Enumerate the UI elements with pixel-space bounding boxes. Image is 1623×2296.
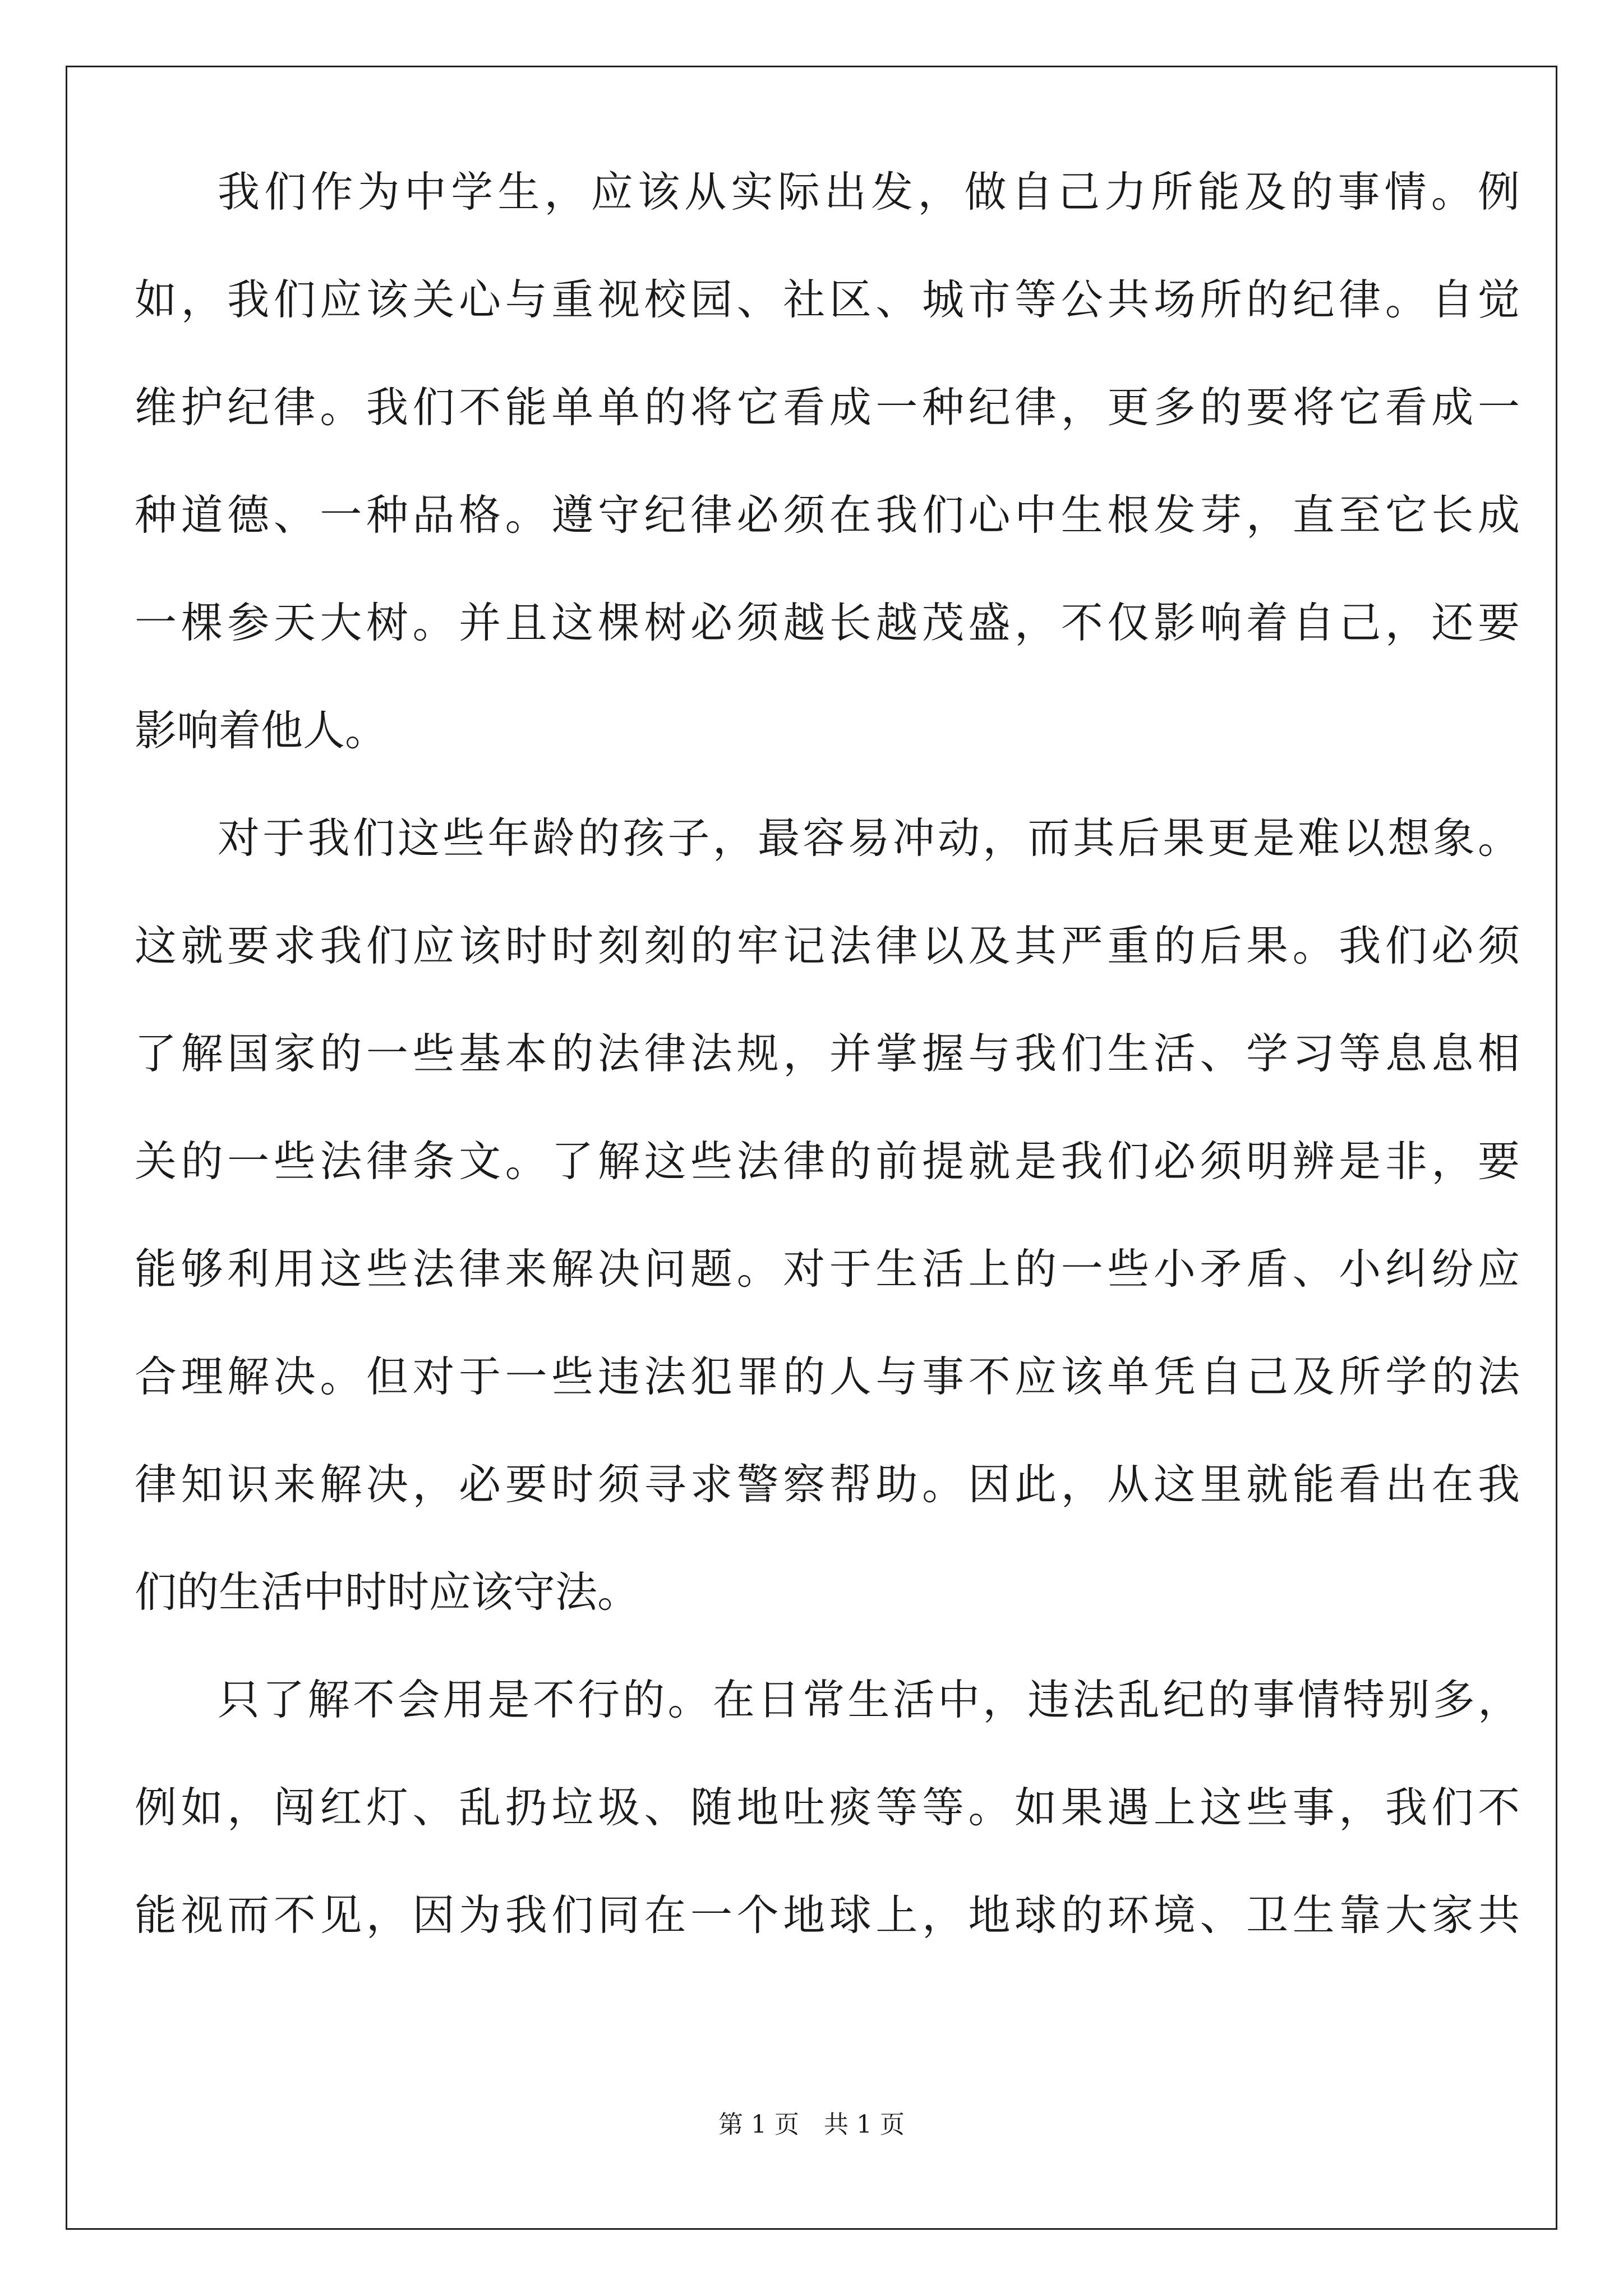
text-line: 只了解不会用是不行的。在日常生活中，违法乱纪的事情特别多， xyxy=(218,1675,1520,1724)
text-line: 能够利用这些法律来解决问题。对于生活上的一些小矛盾、小纠纷应 xyxy=(135,1244,1520,1294)
text-line: 例如，闯红灯、乱扔垃圾、随地吐痰等等。如果遇上这些事，我们不 xyxy=(135,1783,1520,1832)
text-line: 们的生活中时时应该守法。 xyxy=(135,1567,640,1617)
text-line: 维护纪律。我们不能单单的将它看成一种纪律，更多的要将它看成一 xyxy=(135,383,1520,432)
text-line: 如，我们应该关心与重视校园、社区、城市等公共场所的纪律。自觉 xyxy=(135,275,1520,324)
text-line: 合理解决。但对于一些违法犯罪的人与事不应该单凭自己及所学的法 xyxy=(135,1352,1520,1401)
text-line: 关的一些法律条文。了解这些法律的前提就是我们必须明辨是非，要 xyxy=(135,1137,1520,1186)
text-line: 种道德、一种品格。遵守纪律必须在我们心中生根发芽，直至它长成 xyxy=(135,490,1520,540)
text-line: 影响着他人。 xyxy=(135,706,388,755)
text-line: 律知识来解决，必要时须寻求警察帮助。因此，从这里就能看出在我 xyxy=(135,1460,1520,1509)
page-number-footer: 第 1 页 共 1 页 xyxy=(718,2110,905,2139)
document-body xyxy=(135,138,1520,1969)
text-line: 对于我们这些年龄的孩子，最容易冲动，而其后果更是难以想象。 xyxy=(218,813,1520,863)
text-line: 我们作为中学生，应该从实际出发，做自己力所能及的事情。例 xyxy=(218,167,1520,217)
text-line: 能视而不见，因为我们同在一个地球上，地球的环境、卫生靠大家共 xyxy=(135,1890,1520,1940)
text-line: 了解国家的一些基本的法律法规，并掌握与我们生活、学习等息息相 xyxy=(135,1029,1520,1078)
text-line: 一棵参天大树。并且这棵树必须越长越茂盛，不仅影响着自己，还要 xyxy=(135,598,1520,647)
text-line: 这就要求我们应该时时刻刻的牢记法律以及其严重的后果。我们必须 xyxy=(135,921,1520,970)
